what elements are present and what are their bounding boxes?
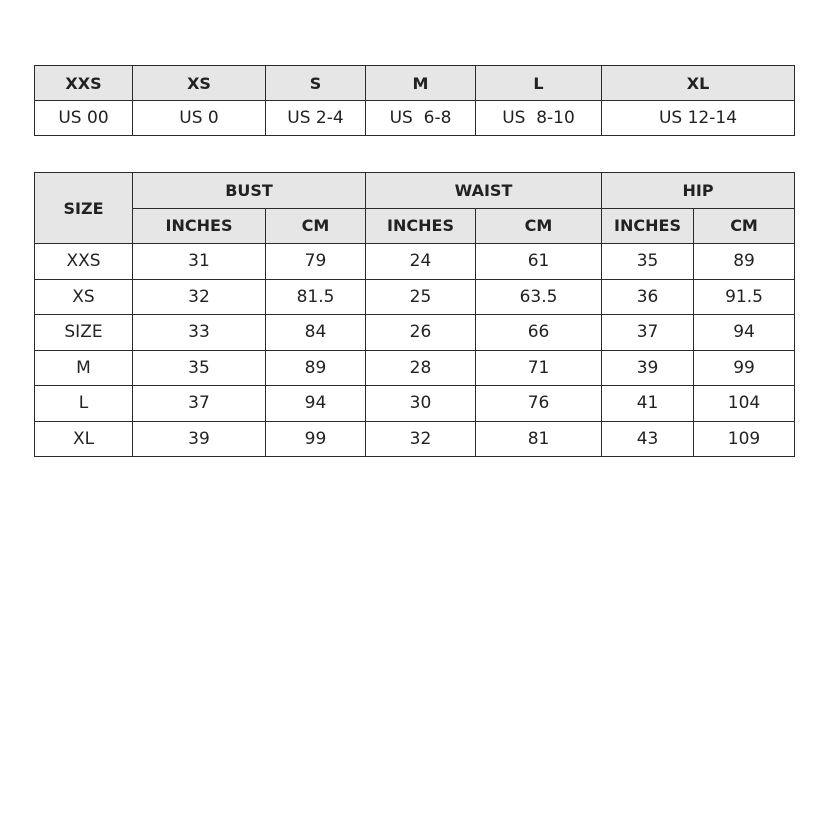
measurement-cell: 94: [266, 386, 366, 422]
measurement-cell: 37: [133, 386, 266, 422]
size-label-cell: XL: [35, 421, 133, 457]
unit-header: CM: [694, 208, 795, 244]
measurement-cell: 25: [366, 279, 476, 315]
measurement-cell: 99: [266, 421, 366, 457]
measurement-cell: 61: [476, 244, 602, 280]
table-row: [35, 315, 795, 351]
size-label-cell: XXS: [35, 244, 133, 280]
table-row: [35, 279, 795, 315]
measurement-cell: 84: [266, 315, 366, 351]
group-header-row: [35, 173, 795, 209]
table-row: [35, 350, 795, 386]
us-size-header: XL: [602, 66, 795, 101]
unit-header: CM: [266, 208, 366, 244]
measurement-cell: 37: [602, 315, 694, 351]
measurement-cell: 32: [133, 279, 266, 315]
measurement-cell: 28: [366, 350, 476, 386]
measurement-cell: 91.5: [694, 279, 795, 315]
us-size-header: M: [366, 66, 476, 101]
measurement-cell: 36: [602, 279, 694, 315]
group-header-hip: HIP: [602, 173, 795, 209]
us-size-value-row: [35, 101, 795, 136]
measurement-cell: 81: [476, 421, 602, 457]
group-header-bust: BUST: [133, 173, 366, 209]
us-size-value: US 6-8: [366, 101, 476, 136]
measurement-cell: 41: [602, 386, 694, 422]
measurement-cell: 66: [476, 315, 602, 351]
table-row: [35, 386, 795, 422]
size-label-cell: SIZE: [35, 315, 133, 351]
measurement-cell: 32: [366, 421, 476, 457]
measurement-cell: 89: [694, 244, 795, 280]
measurement-cell: 43: [602, 421, 694, 457]
size-label-cell: L: [35, 386, 133, 422]
group-header-waist: WAIST: [366, 173, 602, 209]
us-size-table: [34, 65, 795, 136]
measurement-cell: 79: [266, 244, 366, 280]
measurement-cell: 24: [366, 244, 476, 280]
measurement-table: [34, 172, 795, 457]
measurement-cell: 99: [694, 350, 795, 386]
subheader-row: [35, 208, 795, 244]
measurement-cell: 63.5: [476, 279, 602, 315]
us-size-value: US 00: [35, 101, 133, 136]
measurement-cell: 81.5: [266, 279, 366, 315]
unit-header: INCHES: [602, 208, 694, 244]
table-row: [35, 421, 795, 457]
measurement-rows: [35, 244, 795, 457]
measurement-cell: 109: [694, 421, 795, 457]
us-size-value: US 2-4: [266, 101, 366, 136]
measurement-cell: 39: [133, 421, 266, 457]
size-column-header: SIZE: [35, 173, 133, 244]
measurement-cell: 31: [133, 244, 266, 280]
measurement-cell: 89: [266, 350, 366, 386]
us-size-header: S: [266, 66, 366, 101]
measurement-cell: 71: [476, 350, 602, 386]
us-size-value: US 12-14: [602, 101, 795, 136]
measurement-cell: 33: [133, 315, 266, 351]
measurement-cell: 104: [694, 386, 795, 422]
unit-header: INCHES: [133, 208, 266, 244]
us-size-value: US 0: [133, 101, 266, 136]
us-size-header: XS: [133, 66, 266, 101]
measurement-cell: 26: [366, 315, 476, 351]
size-label-cell: M: [35, 350, 133, 386]
us-size-header: XXS: [35, 66, 133, 101]
measurement-cell: 35: [602, 244, 694, 280]
measurement-cell: 30: [366, 386, 476, 422]
measurement-cell: 39: [602, 350, 694, 386]
unit-header: CM: [476, 208, 602, 244]
us-size-header: L: [476, 66, 602, 101]
measurement-cell: 35: [133, 350, 266, 386]
us-size-header-row: [35, 66, 795, 101]
unit-header: INCHES: [366, 208, 476, 244]
measurement-cell: 94: [694, 315, 795, 351]
size-label-cell: XS: [35, 279, 133, 315]
table-row: [35, 244, 795, 280]
us-size-value: US 8-10: [476, 101, 602, 136]
measurement-cell: 76: [476, 386, 602, 422]
